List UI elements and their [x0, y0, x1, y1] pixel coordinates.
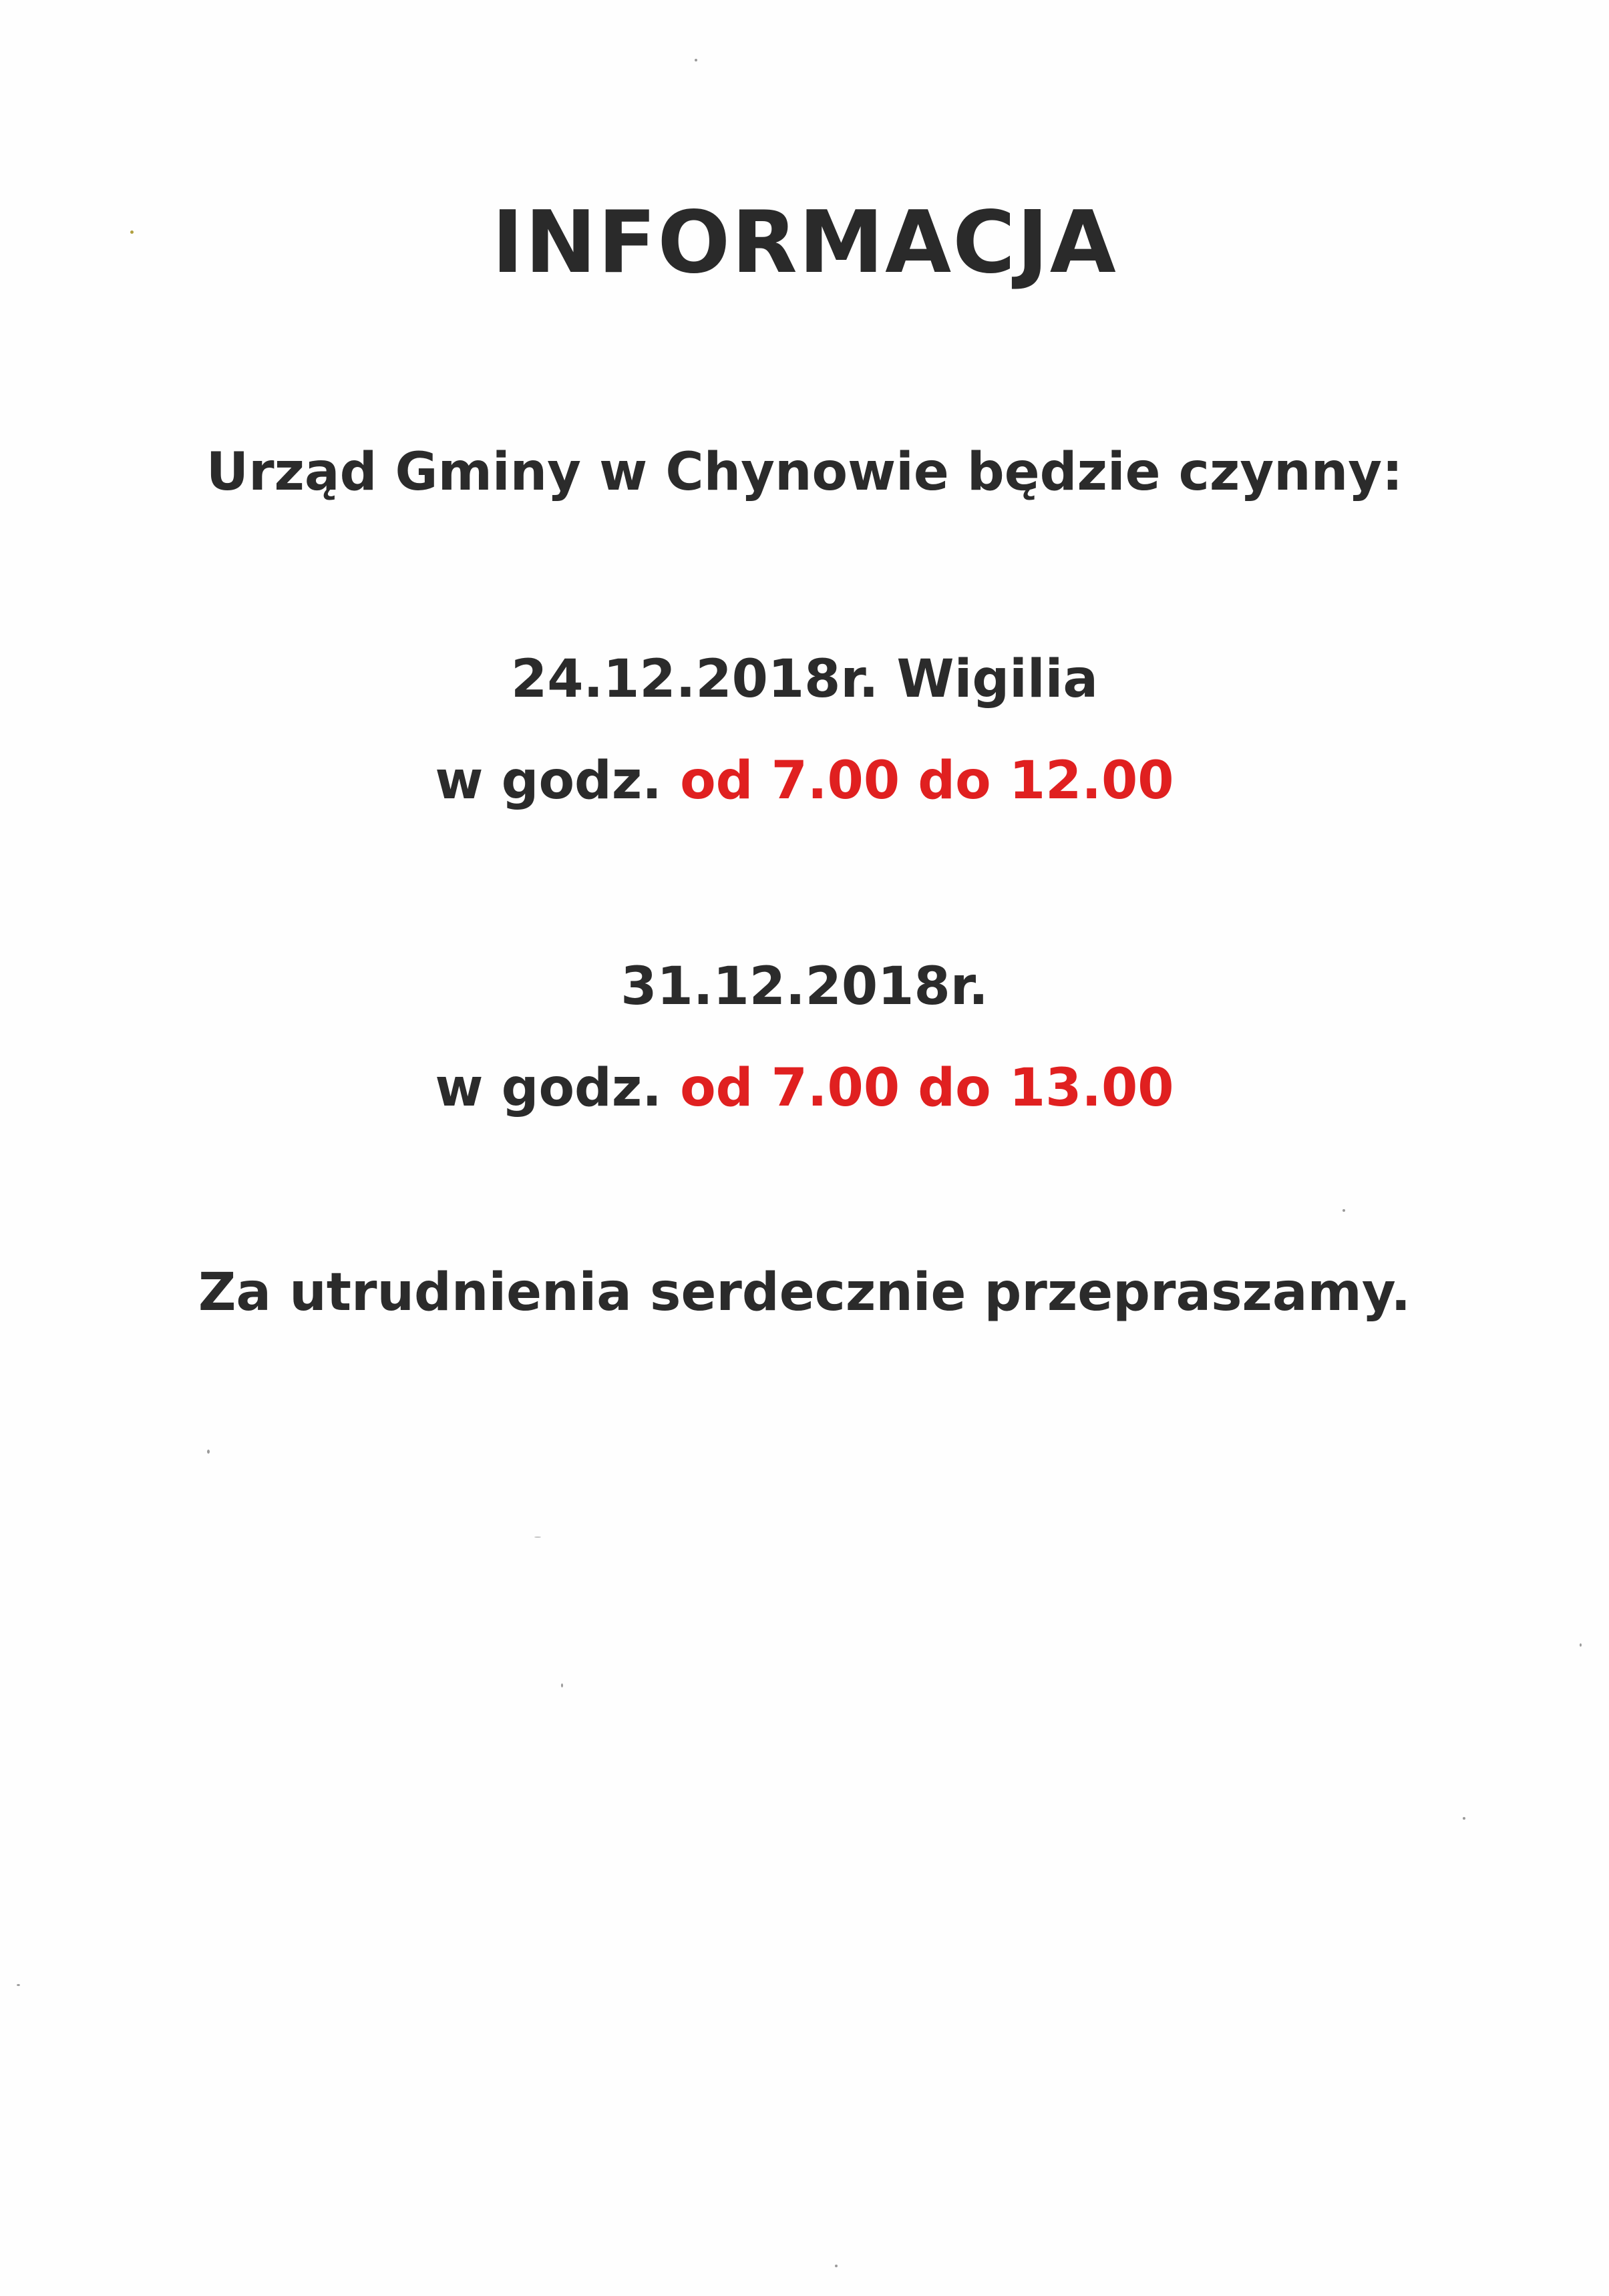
day-2-hours-line	[0, 1058, 1609, 1118]
scan-speck	[1343, 1209, 1345, 1212]
scan-speck	[207, 1450, 210, 1454]
day-1-date: 24.12.2018r. Wigilia	[510, 649, 1099, 709]
day-1-hours-prefix: w godz.	[435, 751, 662, 811]
scan-speck	[1580, 1643, 1582, 1647]
notice-title: INFORMACJA	[492, 193, 1117, 293]
scan-speck	[130, 230, 134, 234]
closing-text: Za utrudnienia serdecznie przepraszamy.	[198, 1263, 1411, 1323]
day-2-hours-prefix: w godz.	[435, 1058, 662, 1118]
scan-speck	[695, 59, 697, 61]
intro-text: Urząd Gminy w Chynowie będzie czynny:	[206, 442, 1403, 502]
scan-speck	[835, 2265, 838, 2267]
day-2-date: 31.12.2018r.	[620, 957, 989, 1017]
day-1-hours: od 7.00 do 12.00	[680, 751, 1174, 811]
day-2-hours: od 7.00 do 13.00	[680, 1058, 1174, 1118]
scan-speck	[1463, 1817, 1465, 1820]
scan-speck	[561, 1683, 563, 1687]
scan-speck	[17, 1984, 20, 1986]
day-1-hours-line	[0, 751, 1609, 811]
scan-speck	[534, 1536, 541, 1538]
